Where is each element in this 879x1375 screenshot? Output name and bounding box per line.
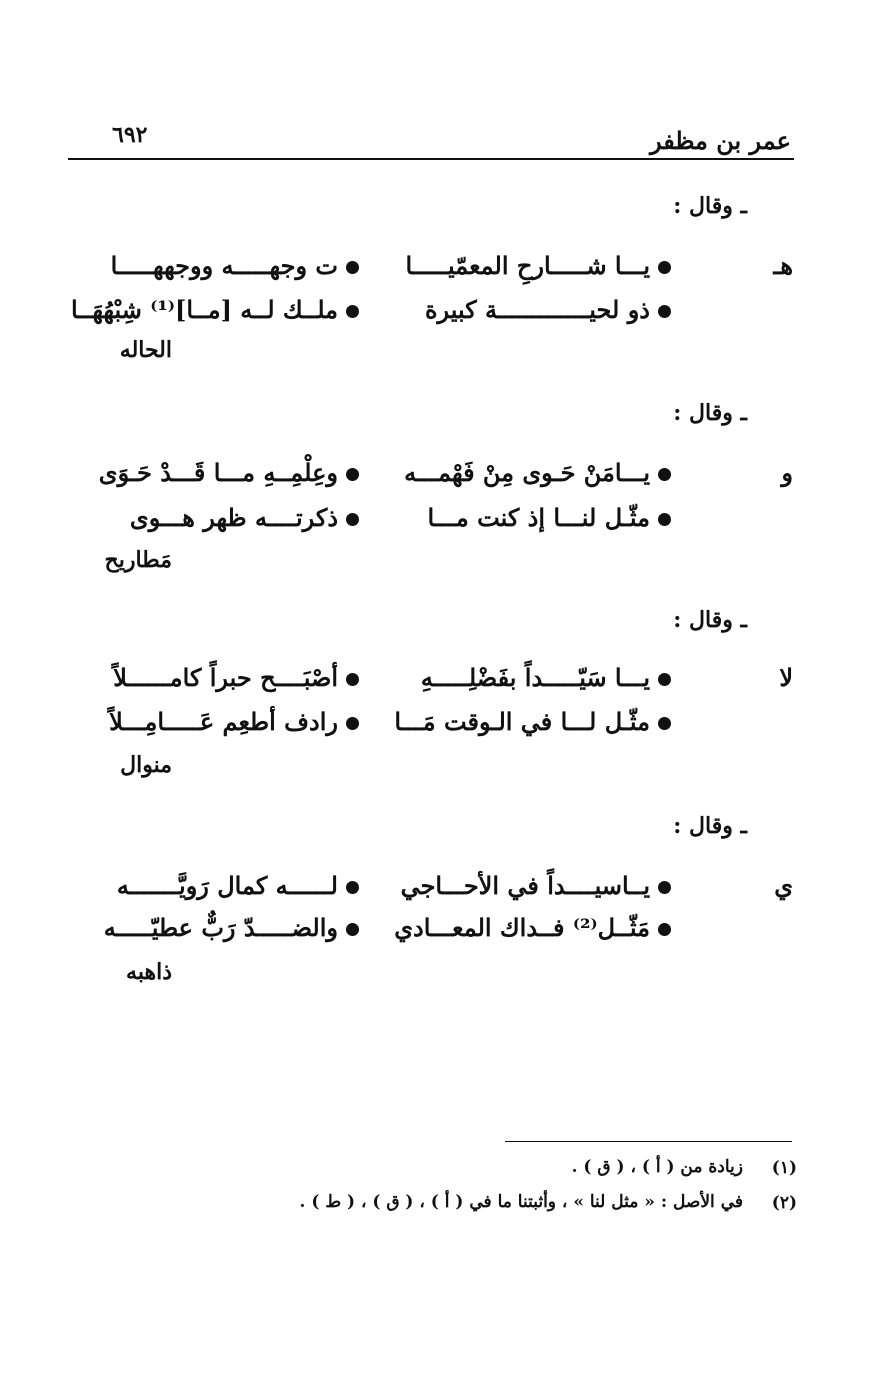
footnote-number: (٢) [771, 1193, 797, 1213]
riddle-answer: منوال [120, 752, 172, 778]
bullet-icon [346, 717, 359, 730]
bullet-icon [658, 468, 671, 481]
page-number: ٦٩٢ [112, 122, 148, 148]
bullet-icon [346, 468, 359, 481]
section-marker: ي [774, 871, 793, 900]
verse-left-line-1: أصْبَــــح حبراً كامــــــلاً [113, 663, 359, 692]
riddle-answer: مَطاريح [104, 547, 172, 573]
section-marker: هـ [773, 251, 793, 280]
riddle-answer: ذاهبه [126, 959, 172, 985]
verse-left-line-1: وعِلْمِــهِ مـــا قَـــدْ حَـوَى [99, 458, 359, 487]
bullet-icon [346, 513, 359, 526]
bullet-icon [658, 673, 671, 686]
bullet-icon [346, 261, 359, 274]
section-marker: لا [779, 663, 793, 692]
footnote-text: زيادة من ( أ ) ، ( ق ) . [571, 1157, 743, 1177]
verse-right-line-2: مثّـل لنـــا إذ كنت مـــا [427, 503, 671, 532]
verse-left-line-2: ذكرتــــه ظهر هـــوى [130, 503, 359, 532]
footnote-number: (١) [771, 1158, 797, 1178]
verse-right-line-2: مثّـل لـــا في الـوقت مَـــا [394, 707, 671, 736]
verse-left-line-2: ملــك لــه [مــا]⁽¹⁾ شِبْهُهَــا [71, 295, 359, 324]
bullet-icon [658, 923, 671, 936]
bullet-icon [346, 673, 359, 686]
verse-right-line-1: يــاسيــــداً في الأحـــاجي [401, 871, 671, 900]
header-rule [68, 158, 794, 160]
bullet-icon [658, 717, 671, 730]
riddle-answer: الحاله [119, 337, 172, 363]
bullet-icon [346, 881, 359, 894]
bullet-icon [346, 305, 359, 318]
said-heading: ـ وقال : [673, 607, 747, 633]
bullet-icon [658, 881, 671, 894]
said-heading: ـ وقال : [673, 193, 747, 219]
verse-left-line-1: ت وجهـــــه ووجههـــــا [111, 251, 359, 280]
verse-right-line-2: مَثّــل⁽²⁾ فــداك المعـــادي [394, 913, 671, 942]
footnote-text: في الأصل : « مثل لنا » ، وأثبتنا ما في ( أ ) ، ( ق ) ، ( ط ) . [299, 1192, 743, 1212]
verse-left-line-2: رادف أطعِم عَـــــامِـــلاً [109, 707, 359, 736]
verse-left-line-1: لــــــه كمال رَويَّـــــــه [117, 871, 359, 900]
said-heading: ـ وقال : [673, 400, 747, 426]
bullet-icon [346, 923, 359, 936]
said-heading: ـ وقال : [673, 813, 747, 839]
verse-right-line-2: ذو لحيـــــــــــــة كبيرة [425, 295, 671, 324]
bullet-icon [658, 513, 671, 526]
verse-right-line-1: يـــا شـــــارحِ المعمّيـــــا [406, 251, 671, 280]
verse-left-line-2: والضـــــدّ رَبٌّ عطيّـــــه [104, 913, 359, 942]
bullet-icon [658, 261, 671, 274]
bullet-icon [658, 305, 671, 318]
verse-right-line-1: يـــا سَيّـــــداً بفَضْلِـــــهِ [421, 663, 671, 692]
footnote-rule [505, 1141, 792, 1142]
running-header-title: عمر بن مظفر [649, 126, 791, 155]
section-marker: و [781, 458, 793, 487]
verse-right-line-1: يـــامَنْ حَـوى مِنْ فَهْمـــه [404, 458, 671, 487]
